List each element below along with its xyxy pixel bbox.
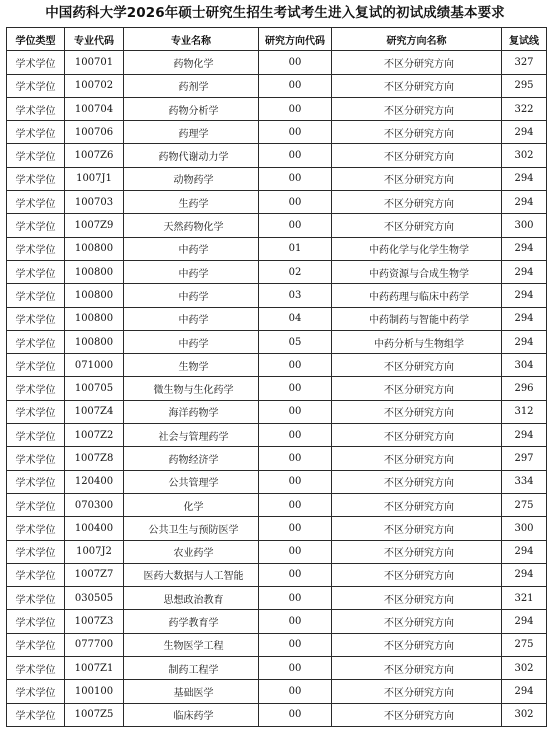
direction-name-cell: 不区分研究方向 [332, 517, 502, 540]
degree-type-cell: 学术学位 [7, 517, 65, 540]
direction-name-cell: 不区分研究方向 [332, 447, 502, 470]
degree-type-cell: 学术学位 [7, 214, 65, 237]
direction-code-cell: 00 [259, 517, 332, 540]
degree-type-cell: 学术学位 [7, 610, 65, 633]
table-body [7, 51, 547, 727]
major-name-cell: 药物经济学 [124, 447, 259, 470]
table-row [7, 74, 547, 97]
table-row [7, 424, 547, 447]
degree-type-cell: 学术学位 [7, 424, 65, 447]
degree-type-cell: 学术学位 [7, 354, 65, 377]
degree-type-cell: 学术学位 [7, 260, 65, 283]
direction-code-cell: 05 [259, 330, 332, 353]
major-code-cell: 100800 [65, 237, 124, 260]
major-name-cell: 中药学 [124, 260, 259, 283]
major-name-cell: 药学教育学 [124, 610, 259, 633]
direction-code-cell: 00 [259, 354, 332, 377]
degree-type-cell: 学术学位 [7, 284, 65, 307]
direction-name-cell: 不区分研究方向 [332, 540, 502, 563]
direction-name-cell: 不区分研究方向 [332, 121, 502, 144]
major-code-cell: 120400 [65, 470, 124, 493]
degree-type-cell: 学术学位 [7, 703, 65, 726]
direction-name-cell: 不区分研究方向 [332, 587, 502, 610]
major-name-cell: 中药学 [124, 307, 259, 330]
major-code-cell: 100702 [65, 74, 124, 97]
header-major-name: 专业名称 [124, 28, 259, 51]
major-code-cell: 1007Z6 [65, 144, 124, 167]
major-code-cell: 100706 [65, 121, 124, 144]
major-name-cell: 公共卫生与预防医学 [124, 517, 259, 540]
direction-name-cell: 不区分研究方向 [332, 657, 502, 680]
major-name-cell: 天然药物化学 [124, 214, 259, 237]
table-row [7, 563, 547, 586]
direction-code-cell: 00 [259, 144, 332, 167]
direction-name-cell: 中药制药与智能中药学 [332, 307, 502, 330]
retest-line-cell: 302 [502, 144, 547, 167]
direction-name-cell: 不区分研究方向 [332, 610, 502, 633]
retest-line-cell: 297 [502, 447, 547, 470]
retest-line-cell: 294 [502, 540, 547, 563]
major-code-cell: 1007J1 [65, 167, 124, 190]
major-code-cell: 100400 [65, 517, 124, 540]
major-name-cell: 中药学 [124, 237, 259, 260]
major-code-cell: 1007Z5 [65, 703, 124, 726]
degree-type-cell: 学术学位 [7, 587, 65, 610]
table-row [7, 540, 547, 563]
table-row [7, 214, 547, 237]
major-code-cell: 100800 [65, 330, 124, 353]
retest-line-cell: 275 [502, 633, 547, 656]
retest-line-cell: 294 [502, 260, 547, 283]
table-row [7, 307, 547, 330]
table-row [7, 237, 547, 260]
major-name-cell: 药物分析学 [124, 97, 259, 120]
retest-line-cell: 294 [502, 424, 547, 447]
direction-code-cell: 00 [259, 493, 332, 516]
table-row [7, 377, 547, 400]
retest-line-cell: 295 [502, 74, 547, 97]
major-name-cell: 临床药学 [124, 703, 259, 726]
major-code-cell: 1007Z8 [65, 447, 124, 470]
retest-line-cell: 294 [502, 610, 547, 633]
direction-code-cell: 00 [259, 167, 332, 190]
degree-type-cell: 学术学位 [7, 144, 65, 167]
major-name-cell: 化学 [124, 493, 259, 516]
degree-type-cell: 学术学位 [7, 167, 65, 190]
direction-code-cell: 00 [259, 191, 332, 214]
degree-type-cell: 学术学位 [7, 563, 65, 586]
table-row [7, 51, 547, 74]
degree-type-cell: 学术学位 [7, 97, 65, 120]
direction-code-cell: 00 [259, 703, 332, 726]
major-code-cell: 100800 [65, 307, 124, 330]
direction-name-cell: 中药资源与合成生物学 [332, 260, 502, 283]
major-name-cell: 中药学 [124, 284, 259, 307]
direction-code-cell: 04 [259, 307, 332, 330]
direction-name-cell: 中药分析与生物组学 [332, 330, 502, 353]
table-row [7, 587, 547, 610]
major-code-cell: 077700 [65, 633, 124, 656]
major-code-cell: 030505 [65, 587, 124, 610]
retest-line-cell: 300 [502, 214, 547, 237]
direction-code-cell: 00 [259, 51, 332, 74]
major-code-cell: 100800 [65, 284, 124, 307]
direction-code-cell: 00 [259, 680, 332, 703]
major-name-cell: 中药学 [124, 330, 259, 353]
major-code-cell: 070300 [65, 493, 124, 516]
table-row [7, 447, 547, 470]
direction-name-cell: 不区分研究方向 [332, 680, 502, 703]
score-requirements-table [6, 27, 547, 727]
direction-name-cell: 不区分研究方向 [332, 191, 502, 214]
header-direction-code: 研究方向代码 [259, 28, 332, 51]
degree-type-cell: 学术学位 [7, 74, 65, 97]
direction-name-cell: 不区分研究方向 [332, 377, 502, 400]
direction-code-cell: 00 [259, 214, 332, 237]
direction-code-cell: 00 [259, 424, 332, 447]
direction-code-cell: 00 [259, 447, 332, 470]
retest-line-cell: 294 [502, 680, 547, 703]
major-name-cell: 思想政治教育 [124, 587, 259, 610]
major-code-cell: 1007Z3 [65, 610, 124, 633]
direction-name-cell: 不区分研究方向 [332, 97, 502, 120]
direction-code-cell: 00 [259, 633, 332, 656]
direction-name-cell: 不区分研究方向 [332, 144, 502, 167]
major-name-cell: 生药学 [124, 191, 259, 214]
table-row [7, 354, 547, 377]
degree-type-cell: 学术学位 [7, 191, 65, 214]
degree-type-cell: 学术学位 [7, 470, 65, 493]
retest-line-cell: 300 [502, 517, 547, 540]
direction-name-cell: 不区分研究方向 [332, 74, 502, 97]
major-code-cell: 100705 [65, 377, 124, 400]
direction-code-cell: 00 [259, 121, 332, 144]
major-name-cell: 药剂学 [124, 74, 259, 97]
direction-code-cell: 00 [259, 470, 332, 493]
major-code-cell: 1007Z1 [65, 657, 124, 680]
major-name-cell: 动物药学 [124, 167, 259, 190]
direction-code-cell: 00 [259, 657, 332, 680]
major-code-cell: 071000 [65, 354, 124, 377]
major-name-cell: 药物代谢动力学 [124, 144, 259, 167]
major-name-cell: 基础医学 [124, 680, 259, 703]
retest-line-cell: 294 [502, 330, 547, 353]
direction-code-cell: 00 [259, 610, 332, 633]
major-name-cell: 生物学 [124, 354, 259, 377]
major-name-cell: 微生物与生化药学 [124, 377, 259, 400]
direction-name-cell: 不区分研究方向 [332, 493, 502, 516]
retest-line-cell: 275 [502, 493, 547, 516]
major-code-cell: 100800 [65, 260, 124, 283]
major-code-cell: 100100 [65, 680, 124, 703]
degree-type-cell: 学术学位 [7, 377, 65, 400]
table-row [7, 657, 547, 680]
direction-code-cell: 00 [259, 377, 332, 400]
retest-line-cell: 302 [502, 657, 547, 680]
major-code-cell: 100704 [65, 97, 124, 120]
table-row [7, 400, 547, 423]
major-code-cell: 1007J2 [65, 540, 124, 563]
major-name-cell: 公共管理学 [124, 470, 259, 493]
major-name-cell: 生物医学工程 [124, 633, 259, 656]
degree-type-cell: 学术学位 [7, 633, 65, 656]
degree-type-cell: 学术学位 [7, 447, 65, 470]
major-name-cell: 制药工程学 [124, 657, 259, 680]
direction-name-cell: 不区分研究方向 [332, 703, 502, 726]
header-major-code: 专业代码 [65, 28, 124, 51]
direction-code-cell: 00 [259, 97, 332, 120]
direction-name-cell: 不区分研究方向 [332, 354, 502, 377]
degree-type-cell: 学术学位 [7, 493, 65, 516]
page-title: 中国药科大学2026年硕士研究生招生考试考生进入复试的初试成绩基本要求 [45, 5, 505, 21]
header-direction-name: 研究方向名称 [332, 28, 502, 51]
table-row [7, 330, 547, 353]
retest-line-cell: 294 [502, 191, 547, 214]
major-code-cell: 1007Z9 [65, 214, 124, 237]
retest-line-cell: 302 [502, 703, 547, 726]
table-row [7, 167, 547, 190]
degree-type-cell: 学术学位 [7, 237, 65, 260]
header-degree-type: 学位类型 [7, 28, 65, 51]
direction-code-cell: 00 [259, 563, 332, 586]
retest-line-cell: 294 [502, 121, 547, 144]
degree-type-cell: 学术学位 [7, 657, 65, 680]
degree-type-cell: 学术学位 [7, 51, 65, 74]
degree-type-cell: 学术学位 [7, 121, 65, 144]
table-row [7, 191, 547, 214]
direction-code-cell: 00 [259, 400, 332, 423]
direction-code-cell: 00 [259, 587, 332, 610]
major-code-cell: 1007Z2 [65, 424, 124, 447]
direction-name-cell: 不区分研究方向 [332, 470, 502, 493]
retest-line-cell: 321 [502, 587, 547, 610]
retest-line-cell: 294 [502, 563, 547, 586]
direction-name-cell: 中药化学与化学生物学 [332, 237, 502, 260]
table-row [7, 493, 547, 516]
major-name-cell: 药物化学 [124, 51, 259, 74]
retest-line-cell: 312 [502, 400, 547, 423]
table-row [7, 610, 547, 633]
retest-line-cell: 294 [502, 284, 547, 307]
direction-name-cell: 不区分研究方向 [332, 214, 502, 237]
header-retest-line: 复试线 [502, 28, 547, 51]
degree-type-cell: 学术学位 [7, 307, 65, 330]
direction-code-cell: 00 [259, 74, 332, 97]
table-header-row [7, 28, 547, 51]
direction-name-cell: 不区分研究方向 [332, 424, 502, 447]
major-name-cell: 药理学 [124, 121, 259, 144]
degree-type-cell: 学术学位 [7, 330, 65, 353]
major-code-cell: 1007Z7 [65, 563, 124, 586]
table-row [7, 97, 547, 120]
retest-line-cell: 296 [502, 377, 547, 400]
table-row [7, 260, 547, 283]
direction-name-cell: 不区分研究方向 [332, 633, 502, 656]
direction-name-cell: 不区分研究方向 [332, 400, 502, 423]
table-row [7, 121, 547, 144]
retest-line-cell: 322 [502, 97, 547, 120]
major-name-cell: 社会与管理药学 [124, 424, 259, 447]
table-row [7, 144, 547, 167]
table-row [7, 703, 547, 726]
direction-code-cell: 01 [259, 237, 332, 260]
degree-type-cell: 学术学位 [7, 540, 65, 563]
table-row [7, 517, 547, 540]
direction-name-cell: 中药药理与临床中药学 [332, 284, 502, 307]
major-name-cell: 医药大数据与人工智能 [124, 563, 259, 586]
direction-code-cell: 03 [259, 284, 332, 307]
direction-name-cell: 不区分研究方向 [332, 167, 502, 190]
direction-code-cell: 02 [259, 260, 332, 283]
table-row [7, 633, 547, 656]
table-row [7, 284, 547, 307]
retest-line-cell: 294 [502, 237, 547, 260]
table-row [7, 680, 547, 703]
retest-line-cell: 327 [502, 51, 547, 74]
retest-line-cell: 304 [502, 354, 547, 377]
retest-line-cell: 294 [502, 167, 547, 190]
major-name-cell: 农业药学 [124, 540, 259, 563]
major-name-cell: 海洋药物学 [124, 400, 259, 423]
degree-type-cell: 学术学位 [7, 680, 65, 703]
retest-line-cell: 334 [502, 470, 547, 493]
direction-name-cell: 不区分研究方向 [332, 563, 502, 586]
table-row [7, 470, 547, 493]
retest-line-cell: 294 [502, 307, 547, 330]
major-code-cell: 100701 [65, 51, 124, 74]
major-code-cell: 1007Z4 [65, 400, 124, 423]
major-code-cell: 100703 [65, 191, 124, 214]
degree-type-cell: 学术学位 [7, 400, 65, 423]
direction-name-cell: 不区分研究方向 [332, 51, 502, 74]
direction-code-cell: 00 [259, 540, 332, 563]
